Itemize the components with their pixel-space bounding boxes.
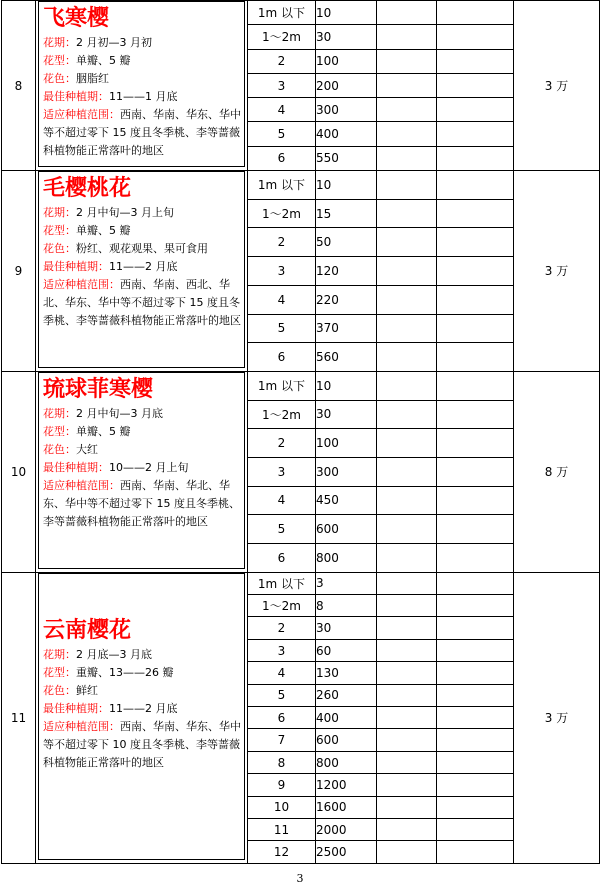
empty-cell [437, 228, 514, 257]
empty-cell [377, 429, 437, 458]
spec-cell: 6 [248, 707, 316, 729]
empty-cell [437, 146, 514, 170]
empty-cell [437, 544, 514, 573]
spec-cell: 1m 以下 [248, 371, 316, 400]
empty-cell [437, 171, 514, 200]
empty-cell [377, 371, 437, 400]
empty-cell [377, 707, 437, 729]
empty-cell [437, 199, 514, 228]
empty-cell [437, 1, 514, 25]
price-value-cell: 2500 [316, 841, 377, 863]
empty-cell [437, 617, 514, 639]
price-value-cell: 2000 [316, 819, 377, 841]
empty-cell [377, 171, 437, 200]
empty-cell [377, 617, 437, 639]
best-planting-period: 最佳种植期：10——2 月上旬 [43, 460, 189, 474]
empty-cell [437, 774, 514, 796]
empty-cell [377, 796, 437, 818]
price-value-cell: 130 [316, 662, 377, 684]
empty-cell [437, 684, 514, 706]
price-value-cell: 1600 [316, 796, 377, 818]
empty-cell [377, 228, 437, 257]
empty-cell [377, 400, 437, 429]
empty-cell [377, 544, 437, 573]
price-value-cell: 600 [316, 515, 377, 544]
empty-cell [437, 639, 514, 661]
price-value-cell: 60 [316, 639, 377, 661]
empty-cell [437, 122, 514, 146]
table-row [2, 371, 600, 400]
spec-cell: 1m 以下 [248, 171, 316, 200]
empty-cell [377, 314, 437, 343]
price-value-cell: 200 [316, 73, 377, 97]
price-value-cell: 50 [316, 228, 377, 257]
price-value-cell: 120 [316, 257, 377, 286]
planting-range: 适应种植范围：西南、华南、华东、华中等不超过零下 10 度且冬季桃、李等蔷薇科植物能正常落叶的地区 [43, 719, 241, 769]
empty-cell [377, 751, 437, 773]
price-value-cell: 550 [316, 146, 377, 170]
empty-cell [437, 486, 514, 515]
spec-cell: 12 [248, 841, 316, 863]
price-value-cell: 800 [316, 544, 377, 573]
price-value-cell: 220 [316, 285, 377, 314]
spec-cell: 1m 以下 [248, 1, 316, 25]
empty-cell [437, 457, 514, 486]
entry-description [36, 572, 248, 863]
spec-cell: 6 [248, 343, 316, 372]
empty-cell [437, 98, 514, 122]
price-value-cell: 10 [316, 371, 377, 400]
empty-cell [377, 572, 437, 594]
empty-cell [437, 707, 514, 729]
spec-cell: 4 [248, 486, 316, 515]
planting-range: 适应种植范围：西南、华南、华东、华中等不超过零下 15 度且冬季桃、李等蔷薇科植物能正常落叶的地区 [43, 108, 241, 157]
variety-name: 云南樱花 [43, 617, 132, 643]
empty-cell [377, 122, 437, 146]
entry-number: 11 [2, 572, 36, 863]
spec-cell: 4 [248, 285, 316, 314]
price-value-cell: 400 [316, 122, 377, 146]
spec-cell: 2 [248, 617, 316, 639]
empty-cell [437, 400, 514, 429]
spec-cell: 2 [248, 429, 316, 458]
price-value-cell: 560 [316, 343, 377, 372]
price-value-cell: 600 [316, 729, 377, 751]
quantity-cell: 8 万 [514, 371, 600, 572]
price-value-cell: 300 [316, 98, 377, 122]
empty-cell [437, 429, 514, 458]
flower-shape: 花型：单瓣、5 瓣 [43, 424, 131, 438]
price-value-cell: 10 [316, 1, 377, 25]
bloom-period: 花期：2 月初—3 月初 [43, 36, 152, 49]
empty-cell [377, 146, 437, 170]
entry-description [36, 371, 248, 572]
empty-cell [437, 796, 514, 818]
planting-range: 适应种植范围：西南、华南、西北、华北、华东、华中等不超过零下 15 度且冬季桃、李等蔷薇科植物能正常落叶的地区 [43, 278, 241, 328]
empty-cell [437, 841, 514, 863]
empty-cell [437, 371, 514, 400]
spec-cell: 10 [248, 796, 316, 818]
empty-cell [437, 515, 514, 544]
table-row [2, 171, 600, 200]
empty-cell [437, 751, 514, 773]
best-planting-period: 最佳种植期：11——2 月底 [43, 260, 178, 274]
empty-cell [377, 25, 437, 49]
empty-cell [437, 662, 514, 684]
table-row [2, 1, 600, 25]
spec-cell: 6 [248, 146, 316, 170]
empty-cell [437, 285, 514, 314]
spec-cell: 2 [248, 49, 316, 73]
empty-cell [377, 819, 437, 841]
price-value-cell: 8 [316, 595, 377, 617]
spec-cell: 1～2m [248, 400, 316, 429]
quantity-cell: 3 万 [514, 572, 600, 863]
price-value-cell: 15 [316, 199, 377, 228]
quantity-cell: 3 万 [514, 1, 600, 171]
spec-cell: 11 [248, 819, 316, 841]
spec-cell: 9 [248, 774, 316, 796]
empty-cell [377, 595, 437, 617]
bloom-period: 花期：2 月底—3 月底 [43, 647, 152, 661]
spec-cell: 3 [248, 73, 316, 97]
entry-number: 10 [2, 371, 36, 572]
flower-shape: 花型：单瓣、5 瓣 [43, 224, 131, 238]
empty-cell [377, 486, 437, 515]
spec-cell: 3 [248, 257, 316, 286]
flower-shape: 花型：重瓣、13——26 瓣 [43, 665, 174, 679]
spec-cell: 1～2m [248, 199, 316, 228]
empty-cell [377, 343, 437, 372]
empty-cell [377, 774, 437, 796]
price-value-cell: 450 [316, 486, 377, 515]
variety-name: 琉球菲寒樱 [43, 376, 154, 402]
empty-cell [377, 841, 437, 863]
table-row [2, 572, 600, 594]
flower-color: 花色：大红 [43, 442, 98, 456]
price-value-cell: 370 [316, 314, 377, 343]
entry-number: 8 [2, 1, 36, 171]
empty-cell [437, 257, 514, 286]
price-value-cell: 1200 [316, 774, 377, 796]
best-planting-period: 最佳种植期：11——2 月底 [43, 701, 178, 715]
spec-cell: 5 [248, 122, 316, 146]
variety-name: 飞寒樱 [43, 6, 110, 31]
price-value-cell: 260 [316, 684, 377, 706]
price-value-cell: 10 [316, 171, 377, 200]
spec-cell: 1～2m [248, 25, 316, 49]
price-value-cell: 30 [316, 617, 377, 639]
empty-cell [377, 199, 437, 228]
entry-description [36, 1, 248, 171]
empty-cell [377, 457, 437, 486]
empty-cell [437, 25, 514, 49]
empty-cell [437, 314, 514, 343]
price-value-cell: 30 [316, 25, 377, 49]
empty-cell [377, 257, 437, 286]
empty-cell [377, 49, 437, 73]
empty-cell [437, 595, 514, 617]
price-value-cell: 100 [316, 49, 377, 73]
spec-cell: 1m 以下 [248, 572, 316, 594]
empty-cell [437, 49, 514, 73]
bloom-period: 花期：2 月中旬—3 月底 [43, 406, 163, 420]
flower-shape: 花型：单瓣、5 瓣 [43, 54, 131, 67]
variety-name: 毛樱桃花 [43, 176, 132, 202]
price-value-cell: 100 [316, 429, 377, 458]
empty-cell [377, 639, 437, 661]
flower-color: 花色：粉红、观花观果、果可食用 [43, 242, 208, 256]
empty-cell [377, 285, 437, 314]
empty-cell [437, 572, 514, 594]
empty-cell [377, 1, 437, 25]
price-table [1, 0, 600, 864]
empty-cell [377, 662, 437, 684]
price-value-cell: 300 [316, 457, 377, 486]
spec-cell: 5 [248, 314, 316, 343]
spec-cell: 8 [248, 751, 316, 773]
price-value-cell: 800 [316, 751, 377, 773]
entry-description [36, 171, 248, 372]
empty-cell [377, 515, 437, 544]
empty-cell [377, 729, 437, 751]
best-planting-period: 最佳种植期：11——1 月底 [43, 90, 178, 103]
price-value-cell: 3 [316, 572, 377, 594]
spec-cell: 4 [248, 662, 316, 684]
planting-range: 适应种植范围：西南、华南、华北、华东、华中等不超过零下 15 度且冬季桃、李等蔷薇科植物能正常落叶的地区 [43, 478, 240, 528]
spec-cell: 4 [248, 98, 316, 122]
empty-cell [437, 729, 514, 751]
empty-cell [377, 73, 437, 97]
empty-cell [437, 819, 514, 841]
page-number: 3 [296, 872, 304, 885]
spec-cell: 3 [248, 639, 316, 661]
quantity-cell: 3 万 [514, 171, 600, 372]
spec-cell: 2 [248, 228, 316, 257]
spec-cell: 1～2m [248, 595, 316, 617]
spec-cell: 6 [248, 544, 316, 573]
flower-color: 花色：胭脂红 [43, 72, 109, 85]
empty-cell [437, 73, 514, 97]
empty-cell [377, 98, 437, 122]
price-value-cell: 400 [316, 707, 377, 729]
empty-cell [437, 343, 514, 372]
spec-cell: 5 [248, 515, 316, 544]
spec-cell: 7 [248, 729, 316, 751]
spec-cell: 5 [248, 684, 316, 706]
spec-cell: 3 [248, 457, 316, 486]
price-value-cell: 30 [316, 400, 377, 429]
entry-number: 9 [2, 171, 36, 372]
bloom-period: 花期：2 月中旬—3 月上旬 [43, 206, 174, 220]
flower-color: 花色：鲜红 [43, 683, 98, 697]
empty-cell [377, 684, 437, 706]
